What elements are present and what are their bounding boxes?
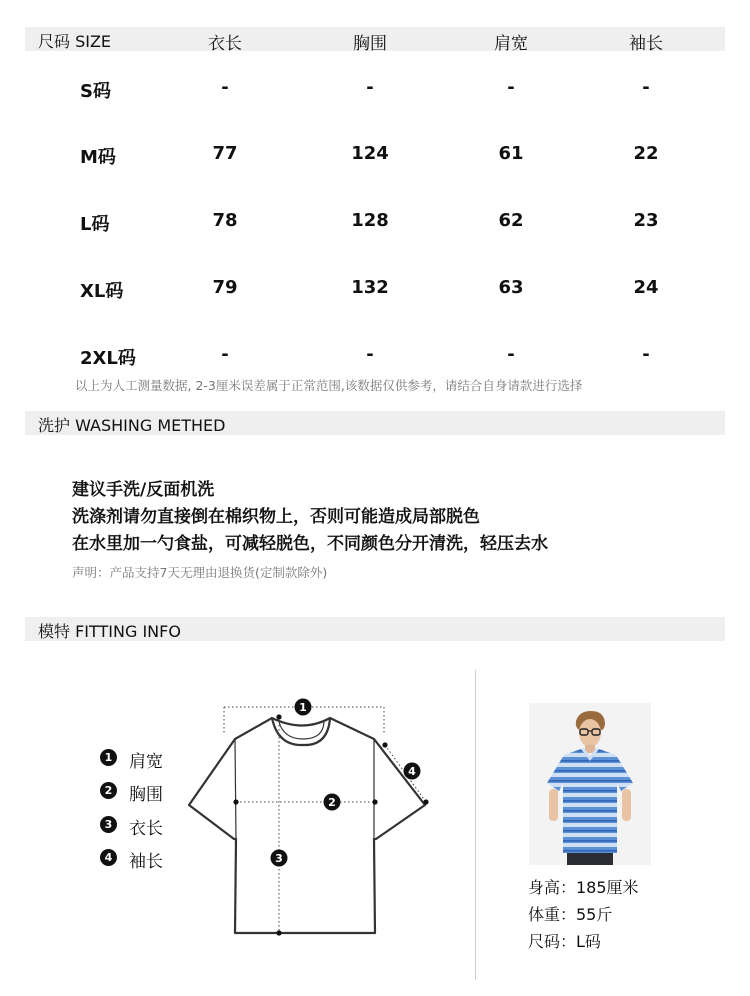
cell-sleeve: -: [642, 77, 650, 98]
size-name: S码: [80, 81, 111, 102]
cell-chest: -: [366, 77, 374, 98]
legend-number: 4: [100, 849, 117, 866]
size-header-label: 尺码 SIZE: [38, 32, 112, 51]
cell-shoulder: -: [507, 344, 515, 365]
marker-label: 3: [275, 852, 283, 865]
cell-chest: 132: [351, 277, 389, 298]
washing-line: 洗涤剂请勿直接倒在棉织物上，否则可能造成局部脱色: [72, 507, 480, 527]
return-statement: 声明：产品支持7天无理由退换货(定制款除外): [72, 565, 328, 580]
size-name: 2XL码: [80, 348, 136, 369]
marker-2-chest: [324, 794, 341, 811]
legend-number: 1: [100, 749, 117, 766]
legend-number: 3: [100, 816, 117, 833]
size-name: XL码: [80, 281, 124, 302]
marker-label: 4: [408, 765, 416, 778]
cell-length: 78: [212, 210, 238, 231]
cell-sleeve: -: [642, 344, 650, 365]
marker-3-length: [271, 850, 288, 867]
tshirt-measurement-diagram: [180, 695, 440, 945]
fitting-header: [25, 617, 725, 641]
cell-chest: 124: [351, 143, 389, 164]
cell-shoulder: -: [507, 77, 515, 98]
washing-line: 在水里加一勺食盐，可减轻脱色，不同颜色分开清洗，轻压去水: [72, 534, 548, 554]
washing-header-label: 洗护 WASHING METHED: [38, 416, 226, 435]
model-height: 身高：185厘米: [528, 878, 639, 897]
table-row: [0, 277, 750, 301]
legend-label: 衣长: [129, 819, 163, 839]
model-illustration: [529, 703, 651, 865]
cell-length: -: [221, 344, 229, 365]
vertical-divider: [475, 670, 476, 980]
cell-sleeve: 24: [633, 277, 659, 298]
washing-line: 建议手洗/反面机洗: [72, 480, 215, 500]
col-head-shoulder: 肩宽: [494, 34, 528, 54]
model-photo: [529, 703, 651, 865]
marker-label: 1: [299, 701, 307, 714]
marker-4-sleeve: [404, 763, 421, 780]
table-row: [0, 143, 750, 167]
cell-sleeve: 22: [633, 143, 659, 164]
cell-length: -: [221, 77, 229, 98]
measurement-note: 以上为人工测量数据, 2-3厘米误差属于正常范围,该数据仅供参考，请结合自身请款进行选择: [75, 378, 583, 393]
table-row: [0, 344, 750, 368]
size-name: M码: [80, 147, 116, 168]
model-weight: 体重：55斤: [528, 905, 613, 924]
size-name: L码: [80, 214, 110, 235]
tshirt-outline: [189, 718, 425, 933]
table-row: [0, 77, 750, 101]
cell-length: 77: [212, 143, 238, 164]
marker-1-shoulder: [295, 699, 312, 716]
cell-shoulder: 62: [498, 210, 524, 231]
col-head-chest: 胸围: [353, 34, 387, 54]
legend-label: 胸围: [129, 785, 163, 805]
table-row: [0, 210, 750, 234]
cell-length: 79: [212, 277, 238, 298]
washing-header: [25, 411, 725, 435]
legend-number: 2: [100, 782, 117, 799]
fitting-header-label: 模特 FITTING INFO: [38, 622, 181, 641]
cell-shoulder: 63: [498, 277, 524, 298]
marker-label: 2: [328, 796, 336, 809]
cell-shoulder: 61: [498, 143, 524, 164]
cell-chest: -: [366, 344, 374, 365]
col-head-sleeve: 袖长: [629, 34, 663, 54]
legend-label: 肩宽: [129, 752, 163, 772]
col-head-length: 衣长: [208, 34, 242, 54]
cell-chest: 128: [351, 210, 389, 231]
size-table-header: [25, 27, 725, 54]
model-size: 尺码：L码: [528, 932, 601, 951]
legend-label: 袖长: [129, 852, 163, 872]
cell-sleeve: 23: [633, 210, 659, 231]
